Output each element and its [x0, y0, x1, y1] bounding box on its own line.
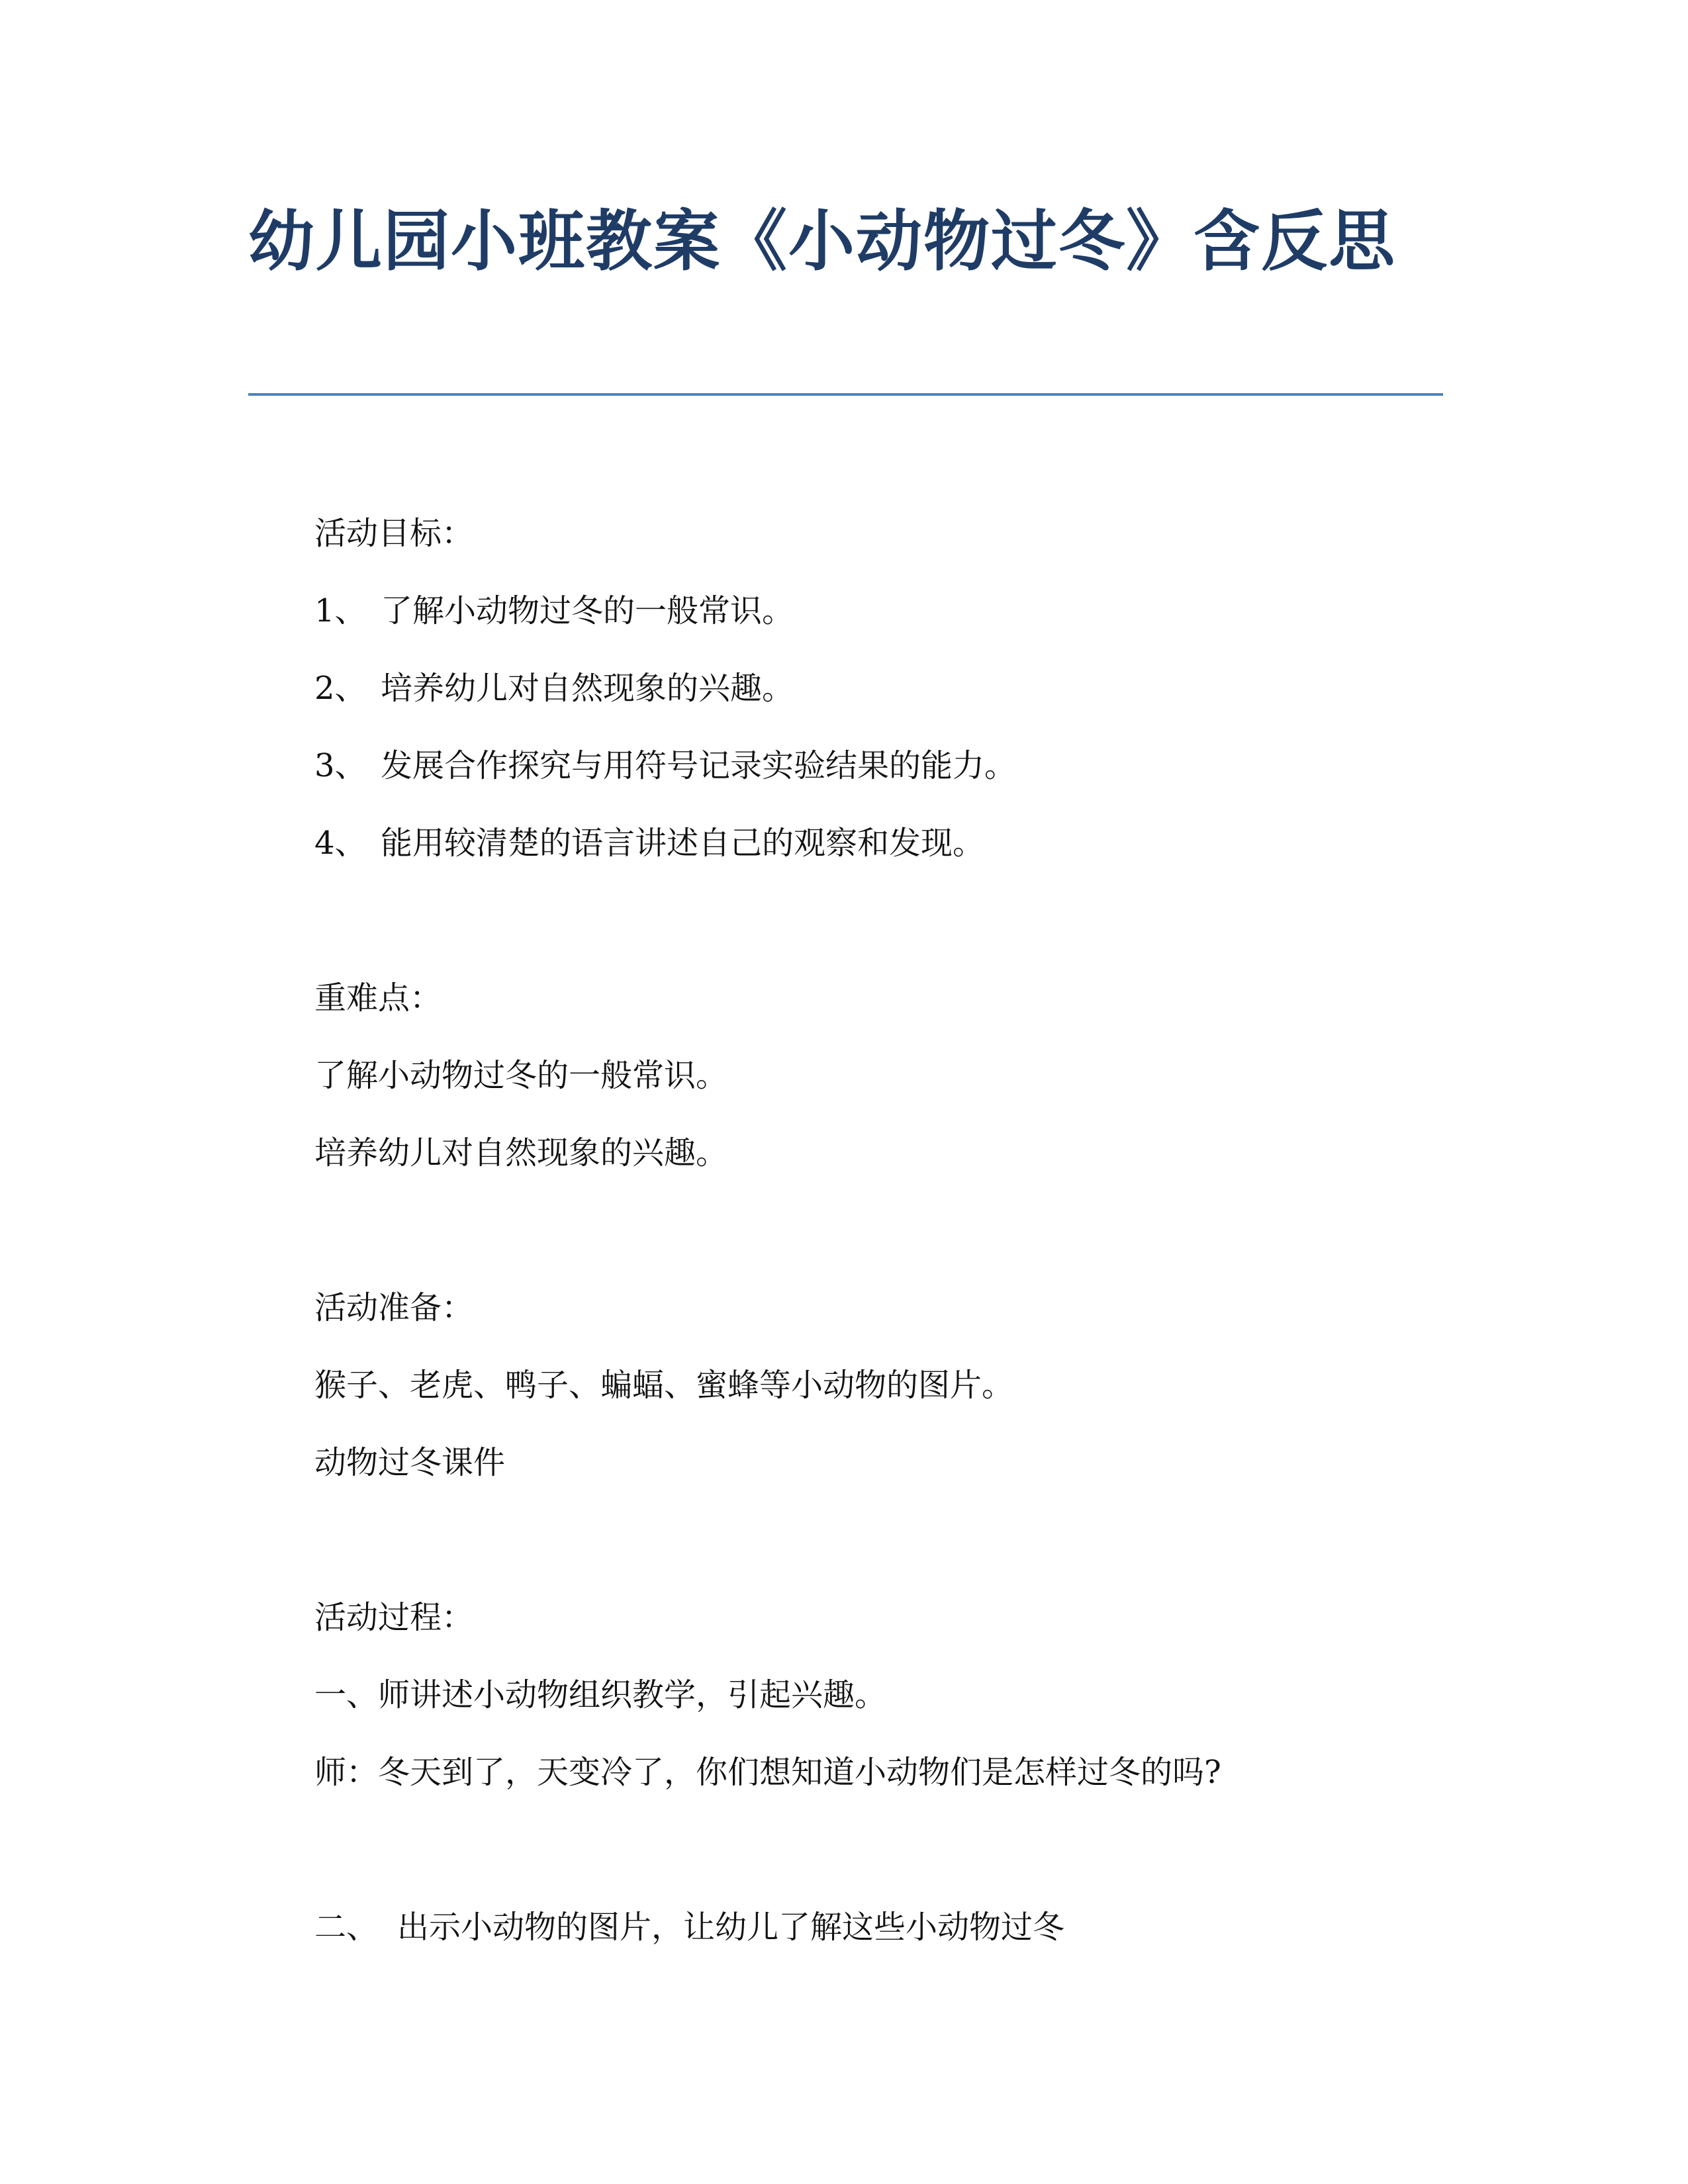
goal-item: [314, 668, 794, 708]
goal-text: 培养幼儿对自然现象的兴趣。: [381, 670, 794, 707]
process-line: 师：冬天到了，天变冷了，你们想知道小动物们是怎样过冬的吗?: [314, 1754, 1221, 1791]
goal-item: [314, 591, 794, 631]
document-title: 幼儿园小班教案《小动物过冬》含反思: [248, 203, 1396, 280]
goal-number: 3、: [314, 747, 367, 784]
goal-text: 发展合作探究与用符号记录实验结果的能力。: [381, 747, 1017, 784]
goals-heading: 活动目标：: [314, 515, 474, 552]
title-divider: [248, 393, 1443, 396]
preparation-line: 动物过冬课件: [314, 1444, 506, 1481]
preparation-line: 猴子、老虎、鸭子、蝙蝠、蜜蜂等小动物的图片。: [314, 1367, 1014, 1404]
key-point-line: 培养幼儿对自然现象的兴趣。: [314, 1134, 728, 1171]
process-heading: 活动过程：: [314, 1599, 474, 1636]
process-step-two: [314, 1907, 1064, 1947]
preparation-heading: 活动准备：: [314, 1289, 474, 1326]
goal-text: 了解小动物过冬的一般常识。: [381, 592, 794, 629]
goal-number: 1、: [314, 592, 367, 629]
process-line: 一、师讲述小动物组织教学，引起兴趣。: [314, 1676, 887, 1713]
key-point-line: 了解小动物过冬的一般常识。: [314, 1057, 728, 1094]
key-points-heading: 重难点：: [314, 979, 442, 1017]
goal-number: 4、: [314, 825, 367, 862]
step-text: 出示小动物的图片，让幼儿了解这些小动物过冬: [397, 1909, 1065, 1946]
goal-number: 2、: [314, 670, 367, 707]
goal-item: [314, 746, 1016, 786]
goal-item: [314, 823, 984, 863]
goal-text: 能用较清楚的语言讲述自己的观察和发现。: [381, 825, 985, 862]
step-number: 二、: [314, 1909, 379, 1946]
